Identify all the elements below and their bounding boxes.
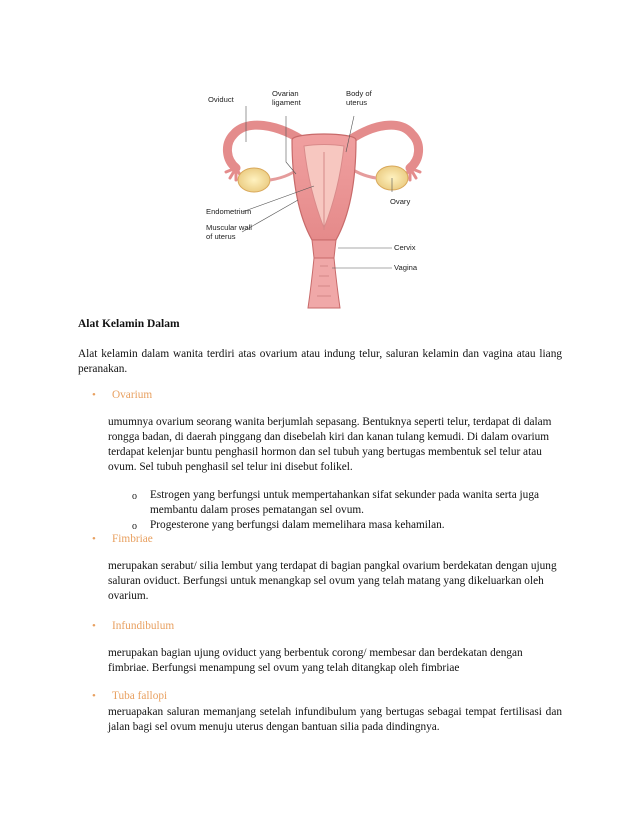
- subbullet-progesterone: o: [132, 521, 137, 532]
- label-body-of-uterus-2: uterus: [346, 98, 368, 107]
- heading-infundibulum: Infundibulum: [112, 620, 175, 632]
- uterus-diagram-svg: [196, 82, 432, 314]
- uterus-diagram: [196, 82, 432, 314]
- section-title: Alat Kelamin Dalam: [78, 318, 180, 330]
- paragraph-infundibulum: merupakan bagian ujung oviduct yang berbentuk corong/ membesar dan berdekatan dengan fimbriae. Berfungsi menampung sel ovum yang telah ditangkap oleh fimbriae: [108, 647, 523, 674]
- label-muscular-wall-2: of uterus: [206, 232, 236, 241]
- label-vagina: Vagina: [394, 263, 418, 272]
- bullet-ovarium: •: [92, 389, 96, 401]
- cervix-shape: [312, 240, 336, 258]
- subbullet-estrogen: o: [132, 491, 137, 502]
- left-ovary-shape: [238, 168, 270, 192]
- intro-paragraph: Alat kelamin dalam wanita terdiri atas ovarium atau indung telur, saluran kelamin dan vagina atau liang peranakan.: [78, 348, 562, 375]
- heading-fimbriae: Fimbriae: [112, 533, 153, 545]
- label-ovary: Ovary: [390, 197, 411, 206]
- bullet-tuba-fallopi: •: [92, 690, 96, 702]
- heading-ovarium: Ovarium: [112, 389, 153, 401]
- label-muscular-wall-1: Muscular wall: [206, 223, 252, 232]
- paragraph-fimbriae: merupakan serabut/ silia lembut yang terdapat di bagian pangkal ovarium berdekatan dengan ujung saluran oviduct. Berfungsi untuk menangkap sel ovum yang telah matang yang dikeluarkan oleh ovarium.: [108, 560, 557, 602]
- subitem-estrogen: Estrogen yang berfungsi untuk mempertahankan sifat sekunder pada wanita serta juga membantu dalam proses pematangan sel ovum.: [150, 489, 539, 516]
- paragraph-tuba-fallopi: meruapakan saluran memanjang setelah infundibulum yang bertugas sebagai tempat fertilisasi dan jalan bagi sel ovum menuju uterus dengan bantuan silia pada dindingnya.: [108, 706, 562, 733]
- label-endometrium: Endometrium: [206, 207, 252, 216]
- label-body-of-uterus-1: Body of: [346, 89, 372, 98]
- label-ovarian-ligament-1: Ovarian: [272, 89, 299, 98]
- heading-tuba-fallopi: Tuba fallopi: [112, 690, 168, 702]
- label-oviduct: Oviduct: [208, 95, 234, 104]
- bullet-fimbriae: •: [92, 533, 96, 545]
- label-ovarian-ligament-2: ligament: [272, 98, 301, 107]
- paragraph-ovarium: umumnya ovarium seorang wanita berjumlah sepasang. Bentuknya seperti telur, terdapat di dalam rongga badan, di daerah pinggang dan disebelah kiri dan kanan tulang kemudi. Di dalam ovarium terdapat kelenjar buntu penghasil hormon dan sel tubuh yang bertugas membentuk sel telur atau ovum. Sel tubuh penghasil sel telur ini disebut folikel.: [108, 416, 552, 473]
- subitem-progesterone: Progesterone yang berfungsi dalam memelihara masa kehamilan.: [150, 519, 445, 531]
- bullet-infundibulum: •: [92, 620, 96, 632]
- label-cervix: Cervix: [394, 243, 416, 252]
